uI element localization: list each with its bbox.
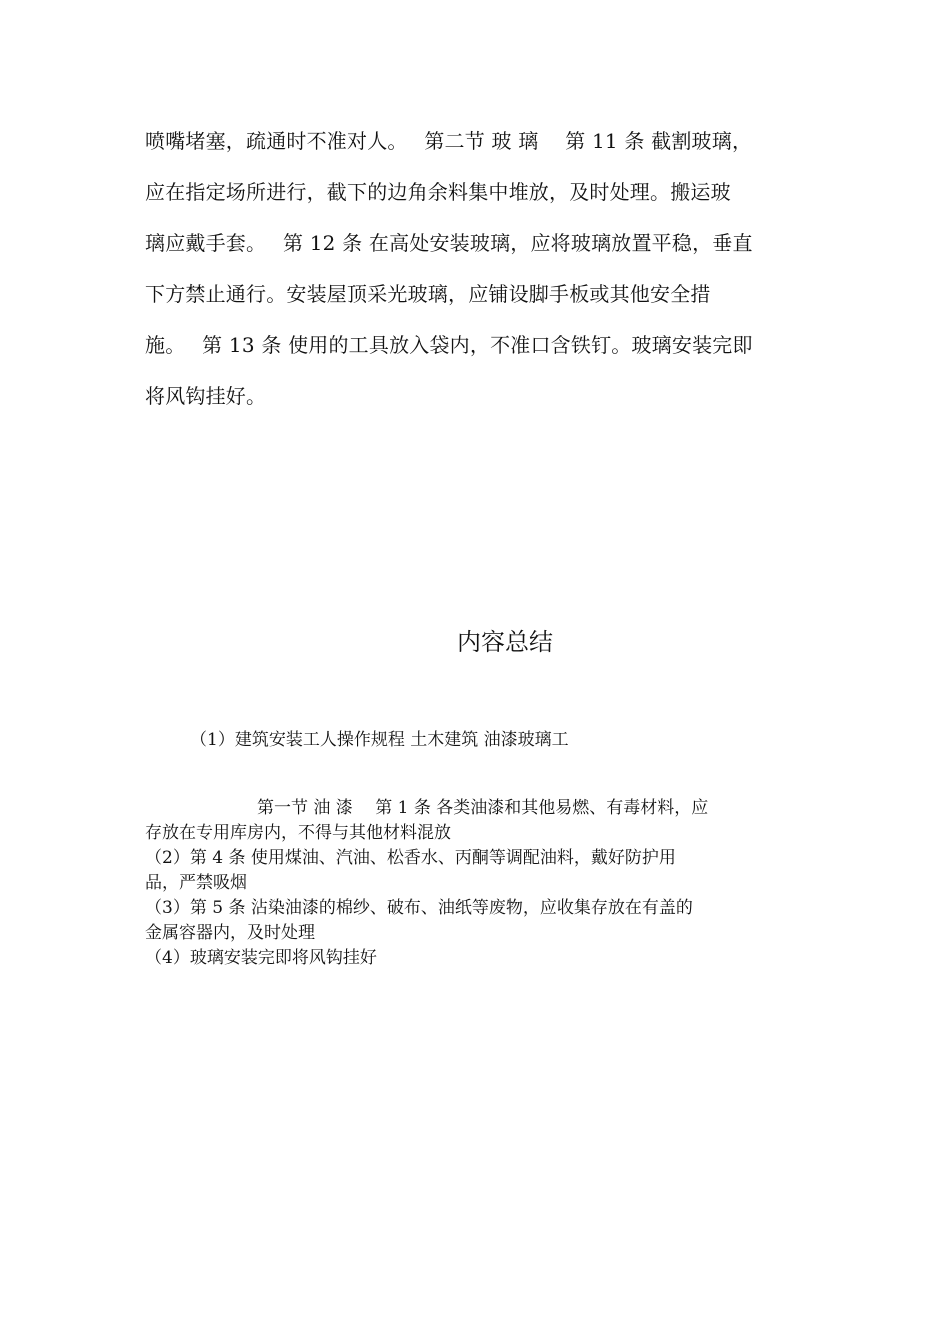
summary-line: 品，严禁吸烟 bbox=[145, 873, 247, 893]
summary-line: （4）玻璃安装完即将风钩挂好 bbox=[145, 948, 377, 968]
summary-line: 第一节 油 漆 第 1 条 各类油漆和其他易燃、有毒材料，应 bbox=[257, 798, 709, 818]
summary-line: （2）第 4 条 使用煤油、汽油、松香水、丙酮等调配油料，戴好防护用 bbox=[145, 848, 676, 868]
body-line: 喷嘴堵塞，疏通时不准对人。 第二节 玻 璃 第 11 条 截割玻璃， bbox=[145, 129, 753, 153]
summary-title: 内容总结 bbox=[457, 628, 553, 656]
body-line: 应在指定场所进行，截下的边角余料集中堆放，及时处理。搬运玻 bbox=[145, 180, 731, 204]
body-line: 下方禁止通行。安装屋顶采光玻璃，应铺设脚手板或其他安全措 bbox=[145, 282, 711, 306]
summary-block bbox=[145, 796, 810, 971]
body-line: 璃应戴手套。 第 12 条 在高处安装玻璃，应将玻璃放置平稳，垂直 bbox=[145, 231, 753, 255]
body-paragraph bbox=[145, 116, 810, 422]
summary-line: 金属容器内，及时处理 bbox=[145, 923, 315, 943]
body-line: 施。 第 13 条 使用的工具放入袋内，不准口含铁钉。玻璃安装完即 bbox=[145, 333, 753, 357]
summary-line: （3）第 5 条 沾染油漆的棉纱、破布、油纸等废物，应收集存放在有盖的 bbox=[145, 898, 693, 918]
summary-item-1: （1）建筑安装工人操作规程 土木建筑 油漆玻璃工 bbox=[190, 730, 569, 750]
body-line: 将风钩挂好。 bbox=[145, 384, 267, 408]
summary-line: 存放在专用库房内，不得与其他材料混放 bbox=[145, 823, 451, 843]
